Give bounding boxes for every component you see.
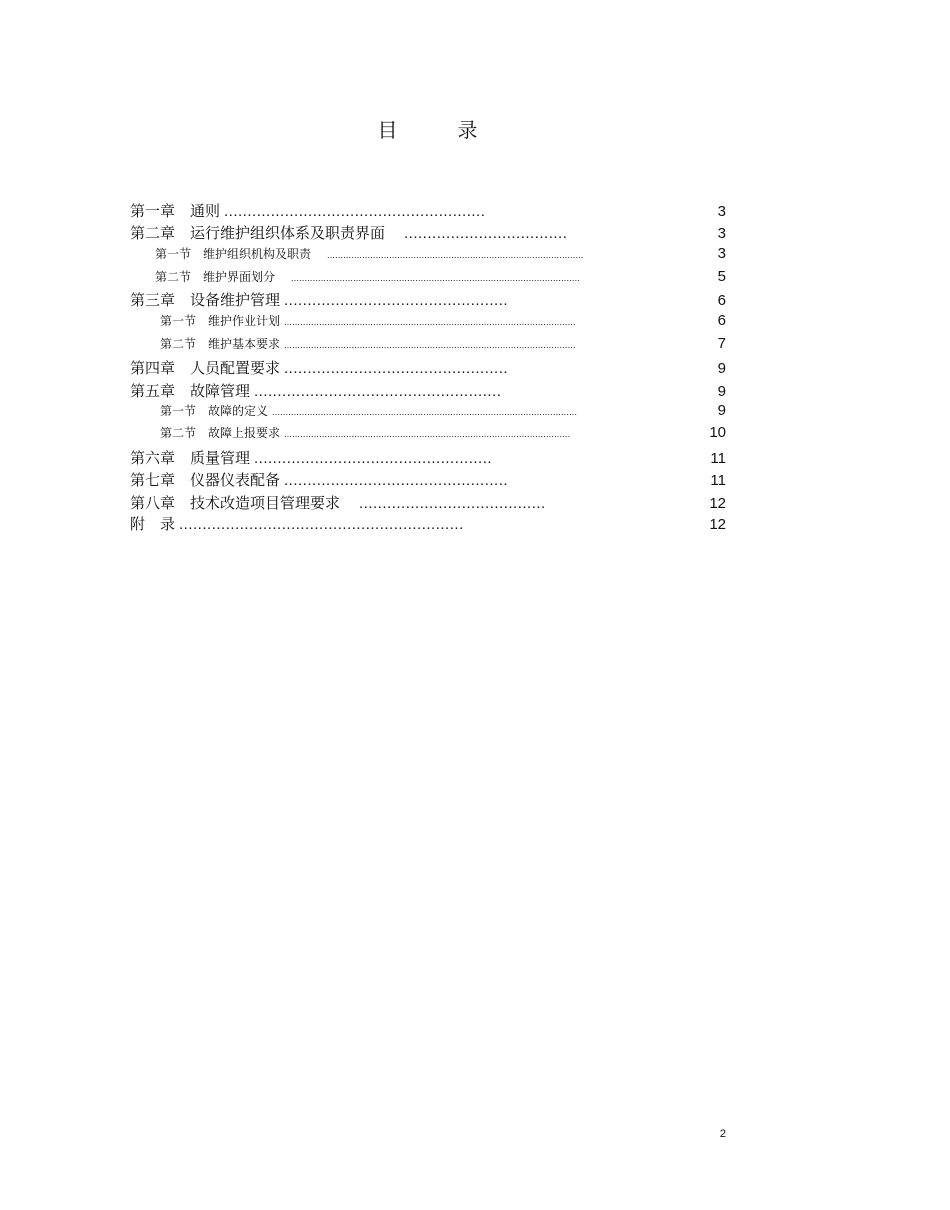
toc-section-entry[interactable]: [130, 268, 726, 288]
toc-dot-leader: ................................................: [284, 360, 509, 377]
toc-page-number: 3: [717, 203, 726, 220]
toc-page-number: 10: [709, 424, 726, 441]
toc-chapter-entry[interactable]: [130, 447, 726, 467]
toc-dot-leader: ...................................................: [254, 450, 493, 467]
toc-dot-leader: .................................................................................................................: [272, 407, 578, 417]
toc-entry-label: 第三章 设备维护管理: [130, 291, 281, 309]
toc-dot-leader: ...........................................................................................................: [291, 273, 580, 283]
toc-entry-label: 第二节 维护界面划分: [155, 270, 288, 284]
toc-entry-label: 第二节 故障上报要求: [160, 426, 281, 440]
toc-entry-label: 第五章 故障管理: [130, 382, 251, 400]
toc-chapter-entry[interactable]: [130, 289, 726, 309]
toc-entry-label: 附 录: [130, 515, 176, 533]
toc-section-entry[interactable]: [130, 312, 726, 332]
toc-page-number: 6: [717, 312, 726, 329]
toc-page-number: 12: [709, 516, 726, 533]
toc-page-number: 12: [709, 495, 726, 512]
toc-page-number: 3: [717, 245, 726, 262]
toc-page-number: 11: [710, 450, 726, 467]
toc-dot-leader: ...................................: [404, 225, 568, 242]
toc-page-number: 3: [717, 225, 726, 242]
toc-chapter-entry[interactable]: [130, 380, 726, 400]
toc-dot-leader: ........................................: [359, 495, 546, 512]
toc-page-number: 11: [710, 472, 726, 489]
toc-entry-label: 第六章 质量管理: [130, 449, 251, 467]
toc-dot-leader: ............................................................................................................: [284, 340, 576, 350]
toc-entry-label: 第七章 仪器仪表配备: [130, 471, 281, 489]
toc-dot-leader: ............................................................................................................: [284, 317, 576, 327]
toc-page-number: 7: [717, 335, 726, 352]
toc-section-entry[interactable]: [130, 245, 726, 265]
toc-section-entry[interactable]: [130, 402, 726, 422]
toc-entry-label: 第二章 运行维护组织体系及职责界面: [130, 224, 401, 242]
toc-entry-label: 第八章 技术改造项目管理要求: [130, 494, 356, 512]
toc-dot-leader: ...............................................................................................: [327, 250, 584, 260]
toc-page-number: 9: [717, 402, 726, 419]
toc-dot-leader: .............................................................: [179, 516, 464, 533]
toc-entry-label: 第二节 维护基本要求: [160, 337, 281, 351]
toc-entry-label: 第一节 维护组织机构及职责: [155, 247, 324, 261]
toc-dot-leader: ................................................: [284, 292, 509, 309]
toc-chapter-entry[interactable]: [130, 469, 726, 489]
toc-title: 目 录: [377, 118, 478, 142]
toc-page-number: 9: [717, 360, 726, 377]
toc-entry-label: 第一章 通则: [130, 202, 221, 220]
toc-dot-leader: ................................................: [284, 472, 509, 489]
toc-entry-label: 第一节 故障的定义: [160, 404, 269, 418]
toc-page-number: 5: [717, 268, 726, 285]
toc-chapter-entry[interactable]: [130, 200, 726, 220]
toc-chapter-entry[interactable]: [130, 492, 726, 512]
toc-chapter-entry[interactable]: [130, 222, 726, 242]
toc-page-number: 9: [717, 383, 726, 400]
toc-chapter-entry[interactable]: [130, 357, 726, 377]
toc-page-number: 6: [717, 292, 726, 309]
toc-section-entry[interactable]: [130, 424, 726, 444]
toc-section-entry[interactable]: [130, 335, 726, 355]
toc-entry-label: 第一节 维护作业计划: [160, 314, 281, 328]
toc-entry-label: 第四章 人员配置要求: [130, 359, 281, 377]
toc-dot-leader: .....................................................: [254, 383, 502, 400]
toc-dot-leader: ..........................................................................................................: [284, 429, 571, 439]
page-number: 2: [719, 1128, 726, 1140]
toc-dot-leader: ........................................................: [224, 203, 486, 220]
toc-chapter-entry[interactable]: [130, 513, 726, 533]
